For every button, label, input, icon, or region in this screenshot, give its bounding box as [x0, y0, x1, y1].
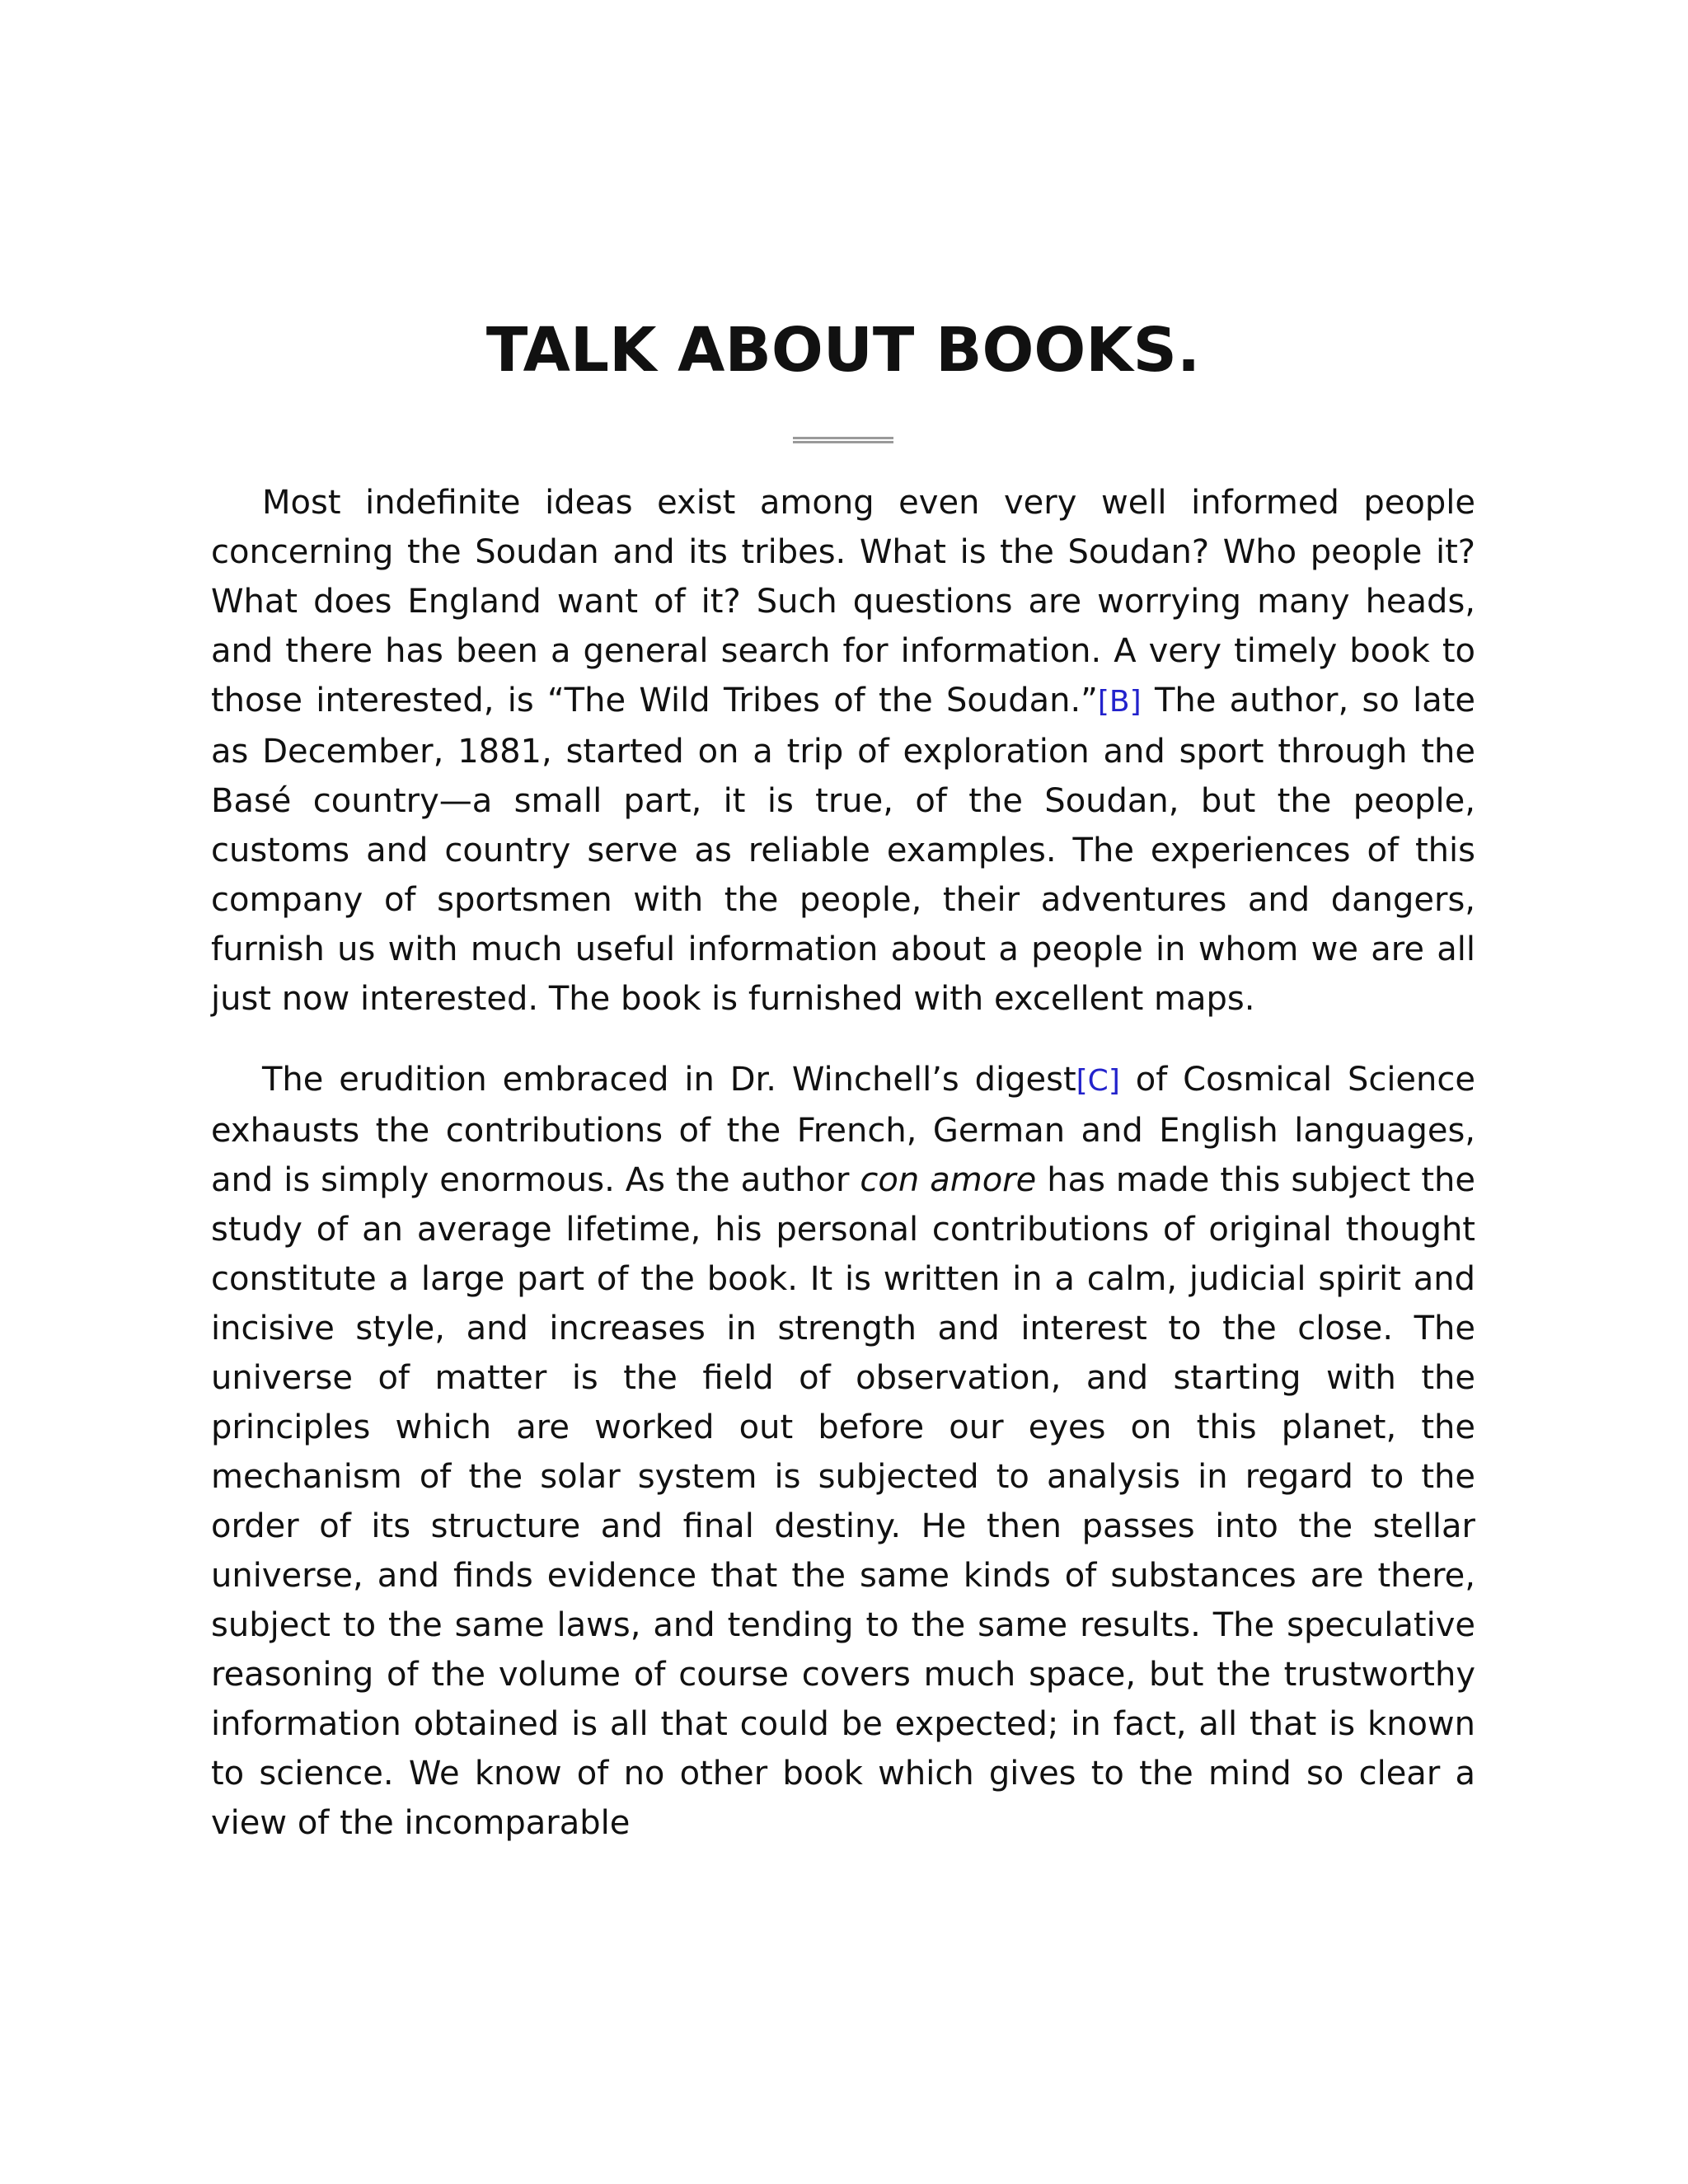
- footnote-link-b[interactable]: [B]: [1097, 685, 1142, 719]
- paragraph-winchell-text-1: The erudition embraced in Dr. Winchell’s digest: [262, 1061, 1076, 1099]
- footnote-link-c[interactable]: [C]: [1076, 1064, 1120, 1098]
- paragraph-winchell: [211, 1055, 1475, 1848]
- page-content: [211, 313, 1475, 1848]
- title-divider: [793, 437, 893, 443]
- paragraph-soudan-text-2: The author, so late as December, 1881, started on a trip of exploration and sport through the Basé country—a small part, it is true, of the Soudan, but the people, customs and country serve as reliable examples. The experiences of this company of sportsmen with the people, their adventures and dangers, furnish us with much useful information about a people in whom we are all just now interested. The book is furnished with excellent maps.: [211, 682, 1476, 1018]
- page-title: TALK ABOUT BOOKS.: [485, 315, 1201, 386]
- paragraph-soudan: [211, 478, 1475, 1024]
- italic-phrase: con amore: [860, 1161, 1037, 1199]
- paragraph-soudan-text-1: Most indefinite ideas exist among even very well informed people concerning the Soudan and its tribes. What is the Soudan? Who people it? What does England want of it? Such questions are worrying many heads, and there has been a general search for information. A very timely book to those interested, is “The Wild Tribes of the Soudan.”: [211, 484, 1475, 719]
- paragraph-winchell-text-2: of Cosmical Science exhausts the contributions of the French, German and English languages, and is simply enormous. As the author: [211, 1061, 1475, 1199]
- paragraph-winchell-text-3: has made this subject the study of an average lifetime, his personal contributions of original thought constitute a large part of the book. It is written in a calm, judicial spirit and incisive style, and increases in strength and interest to the close. The universe of matter is the field of observation, and starting with the principles which are worked out before our eyes on this planet, the mechanism of the solar system is subjected to analysis in regard to the order of its structure and final destiny. He then passes into the stellar universe, and finds evidence that the same kinds of substances are there, subject to the same laws, and tending to the same results. The speculative reasoning of the volume of course covers much space, but the trustworthy information obtained is all that could be expected; in fact, all that is known to science. We know of no other book which gives to the mind so clear a view of the incomparable: [211, 1161, 1475, 1842]
